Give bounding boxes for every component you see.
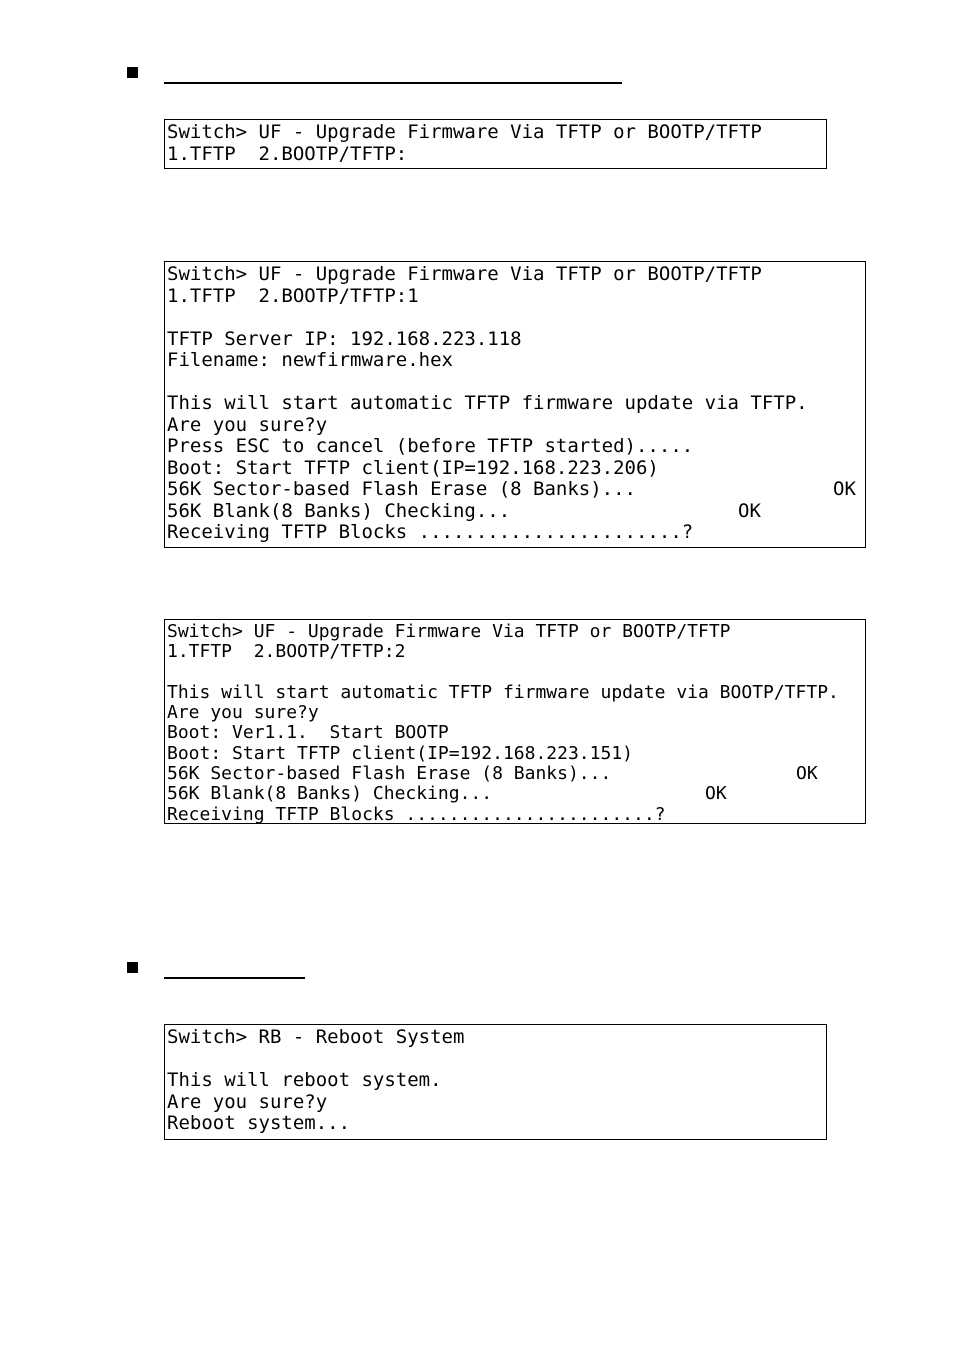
terminal-line: 56K Sector-based Flash Erase (8 Banks)...	[167, 478, 636, 500]
section-title-underline	[164, 977, 305, 979]
terminal-line: TFTP Server IP: 192.168.223.118	[167, 327, 522, 350]
terminal-line: Filename: newfirmware.hex	[167, 349, 453, 371]
terminal-line: This will start automatic TFTP firmware update via TFTP.	[167, 392, 808, 414]
terminal-uf-prompt	[164, 119, 827, 169]
section-title-underline	[164, 82, 622, 84]
terminal-line: Boot: Start TFTP client(IP=192.168.223.206)	[167, 456, 659, 479]
terminal-line: 1.TFTP 2.BOOTP/TFTP:1	[167, 284, 419, 307]
terminal-line: Reboot system...	[167, 1112, 351, 1134]
terminal-line: Are you sure?y	[167, 413, 328, 436]
status-ok-blank: OK	[738, 500, 761, 522]
status-ok-erase: OK	[796, 763, 818, 784]
terminal-line: Boot: Start TFTP client(IP=192.168.223.151)	[167, 742, 633, 764]
bullet-icon	[127, 67, 138, 78]
terminal-line	[167, 1049, 826, 1071]
terminal-line: 56K Sector-based Flash Erase (8 Banks)...	[167, 763, 612, 785]
bullet-icon	[127, 962, 138, 973]
terminal-bootp-upgrade	[164, 619, 866, 824]
terminal-line: 56K Blank(8 Banks) Checking...	[167, 783, 493, 805]
terminal-line: Switch> RB - Reboot System	[167, 1026, 465, 1048]
terminal-line	[167, 307, 865, 329]
terminal-line: This will start automatic TFTP firmware update via BOOTP/TFTP.	[167, 681, 839, 703]
terminal-line: Switch> UF - Upgrade Firmware Via TFTP or BOOTP/TFTP	[167, 263, 762, 285]
terminal-tftp-upgrade	[164, 261, 866, 548]
terminal-line: Switch> UF - Upgrade Firmware Via TFTP or BOOTP/TFTP	[167, 121, 762, 143]
terminal-line: Are you sure?y	[167, 702, 319, 724]
terminal-line: Receiving TFTP Blocks .......................?	[167, 803, 666, 824]
terminal-line: 1.TFTP 2.BOOTP/TFTP:	[167, 142, 408, 165]
terminal-line: 56K Blank(8 Banks) Checking...	[167, 499, 511, 522]
terminal-line: Are you sure?y	[167, 1090, 328, 1113]
terminal-line: Boot: Ver1.1. Start BOOTP	[167, 722, 449, 744]
status-ok-erase: OK	[833, 478, 856, 500]
status-ok-blank: OK	[705, 783, 727, 804]
terminal-line: Switch> UF - Upgrade Firmware Via TFTP or BOOTP/TFTP	[167, 621, 731, 642]
terminal-line: 1.TFTP 2.BOOTP/TFTP:2	[167, 641, 406, 663]
terminal-line: Receiving TFTP Blocks .......................?	[167, 521, 694, 543]
terminal-line	[167, 663, 865, 683]
terminal-line	[167, 372, 865, 394]
terminal-line: This will reboot system.	[167, 1069, 442, 1091]
terminal-line: Press ESC to cancel (before TFTP started).....	[167, 435, 694, 457]
terminal-reboot	[164, 1024, 827, 1140]
